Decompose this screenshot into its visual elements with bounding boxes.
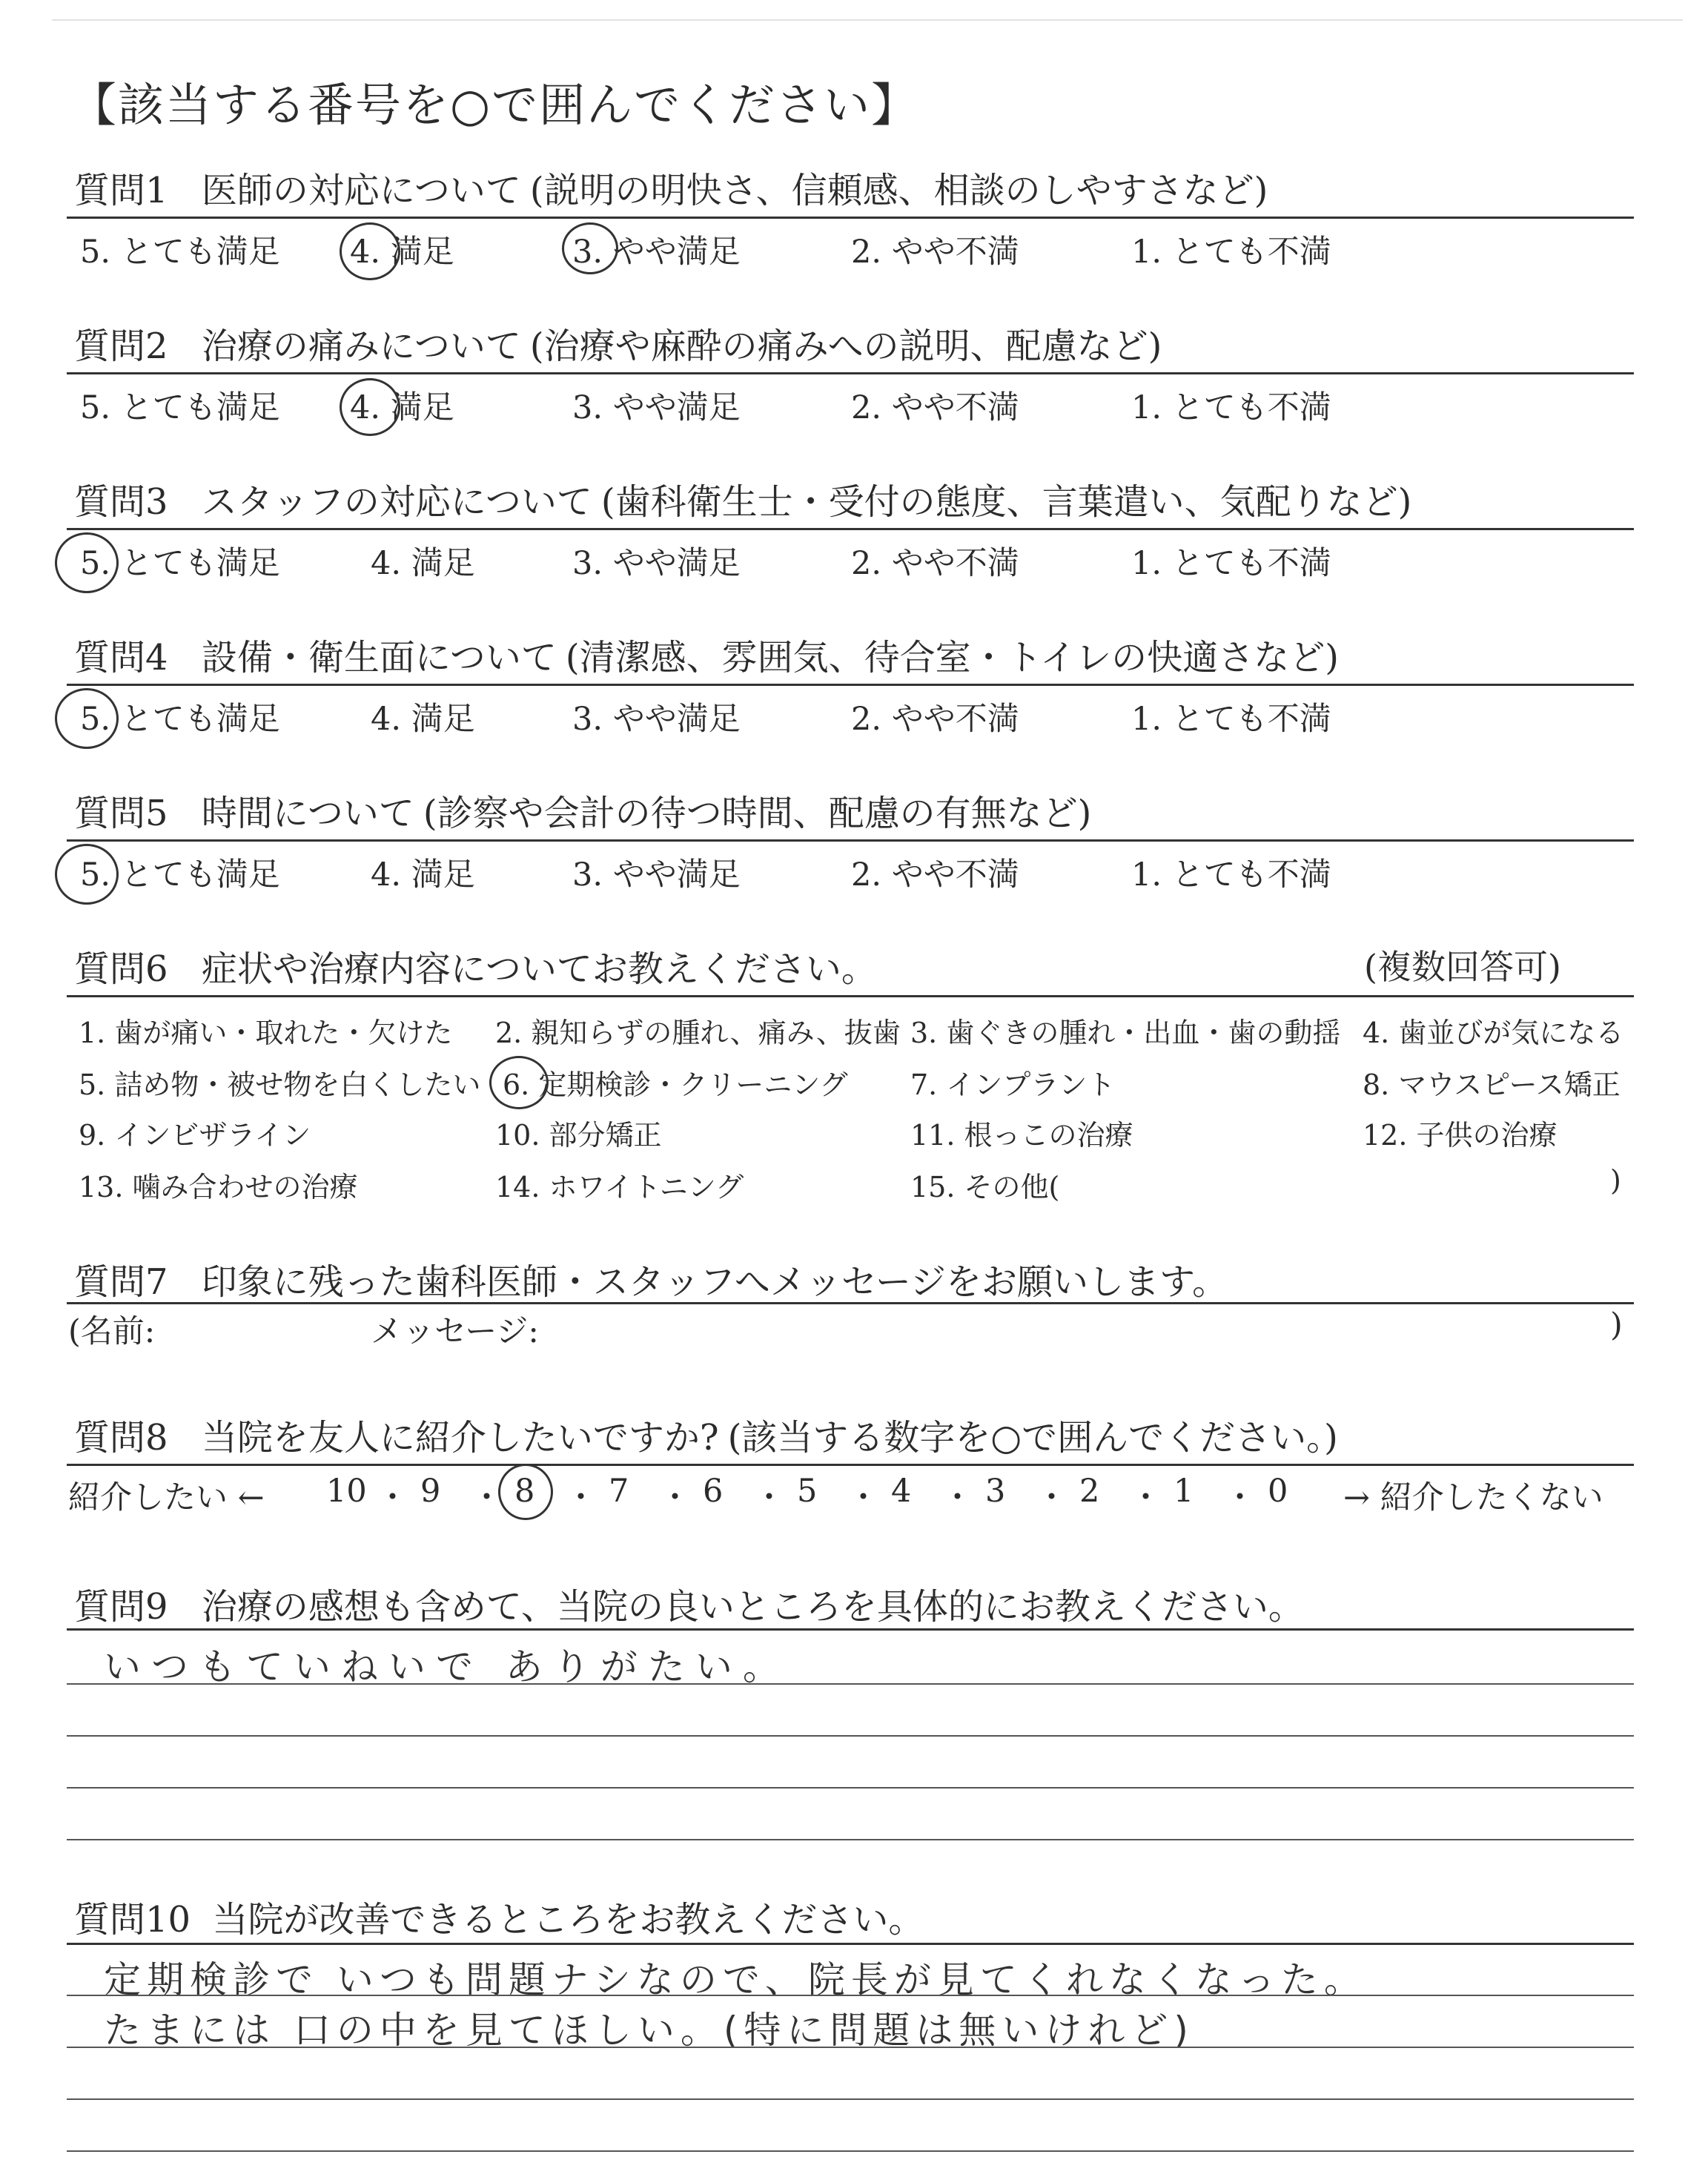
q8-scale-separator: ・ — [1224, 1479, 1256, 1516]
question-5-label: 質問5 — [74, 793, 168, 834]
q8-scale-value[interactable]: 3 — [985, 1473, 1006, 1510]
question-7-rule — [67, 1302, 1634, 1304]
q6-option-4[interactable]: 4. 歯並びが気になる — [1363, 1017, 1624, 1049]
q10-answer-rule-2 — [67, 2047, 1634, 2048]
q3-option-4[interactable]: 4. 満足 — [371, 545, 475, 582]
question-1-rule — [67, 217, 1634, 219]
q5-option-3[interactable]: 3. やや満足 — [572, 856, 741, 894]
question-5-rule — [67, 839, 1634, 842]
q7-close-paren: ) — [1610, 1307, 1623, 1344]
q4-option-3[interactable]: 3. やや満足 — [572, 701, 741, 738]
question-8-hint: (該当する数字を○で囲んでください。) — [727, 1417, 1338, 1459]
q4-option-2[interactable]: 2. やや不満 — [851, 701, 1019, 738]
q4-answer-circle-5 — [55, 688, 119, 749]
q6-option-15[interactable]: 15. その他( — [910, 1171, 1060, 1203]
q9-answer-rule-3 — [67, 1787, 1634, 1789]
question-10-rule — [67, 1943, 1634, 1945]
q8-scale-separator: ・ — [1036, 1479, 1068, 1516]
question-10-text: 当院が改善できるところをお教えください。 — [212, 1899, 924, 1941]
question-2-heading — [74, 317, 1631, 369]
q3-option-5[interactable]: 5. とても満足 — [80, 545, 280, 582]
q1-option-5[interactable]: 5. とても満足 — [80, 234, 280, 271]
q2-option-1[interactable]: 1. とても不満 — [1131, 389, 1331, 426]
question-8-label: 質問8 — [74, 1417, 168, 1459]
q6-option-3[interactable]: 3. 歯ぐきの腫れ・出血・歯の動揺 — [910, 1017, 1341, 1049]
q8-scale-separator: ・ — [377, 1479, 408, 1516]
q8-scale-value[interactable]: 7 — [609, 1473, 629, 1510]
question-9-text: 治療の感想も含めて、当院の良いところを具体的にお教えください。 — [201, 1586, 1304, 1628]
q8-right-label: → 紹介したくない — [1343, 1479, 1603, 1516]
q5-option-4[interactable]: 4. 満足 — [371, 856, 475, 894]
q8-scale-value[interactable]: 0 — [1268, 1473, 1288, 1510]
q6-option-8[interactable]: 8. マウスピース矯正 — [1363, 1069, 1621, 1101]
q8-scale-value[interactable]: 4 — [891, 1473, 912, 1510]
question-1-hint: (説明の明快さ、信頼感、相談のしやすさなど) — [529, 170, 1268, 211]
question-10-heading — [74, 1891, 1631, 1942]
question-2-hint: (治療や麻酔の痛みへの説明、配慮など) — [529, 326, 1162, 367]
question-7-text: 印象に残った歯科医師・スタッフへメッセージをお願いします。 — [201, 1261, 1228, 1303]
question-3-text: スタッフの対応について — [201, 481, 592, 523]
question-6-multiple-answers-note: (複数回答可) — [1364, 947, 1561, 987]
q8-scale-separator: ・ — [1130, 1479, 1162, 1516]
q8-scale-value[interactable]: 10 — [326, 1473, 367, 1510]
question-3-hint: (歯科衛生士・受付の態度、言葉遣い、気配りなど) — [600, 481, 1412, 523]
question-2-text: 治療の痛みについて — [201, 326, 521, 367]
question-4-heading — [74, 629, 1631, 680]
question-7-label: 質問7 — [74, 1261, 168, 1303]
q6-option-10[interactable]: 10. 部分矯正 — [495, 1119, 662, 1152]
question-3-heading — [74, 473, 1631, 524]
q8-scale-value[interactable]: 9 — [420, 1473, 441, 1510]
q1-option-1[interactable]: 1. とても不満 — [1131, 234, 1331, 271]
q3-option-1[interactable]: 1. とても不満 — [1131, 545, 1331, 582]
question-4-text: 設備・衛生面について — [201, 637, 557, 678]
q4-option-4[interactable]: 4. 満足 — [371, 701, 475, 738]
question-8-text: 当院を友人に紹介したいですか? — [201, 1417, 719, 1459]
q6-option-6[interactable]: 6. 定期検診・クリーニング — [503, 1069, 848, 1101]
q3-option-2[interactable]: 2. やや不満 — [851, 545, 1019, 582]
question-2-label: 質問2 — [74, 326, 168, 367]
question-5-hint: (診察や会計の待つ時間、配慮の有無など) — [423, 793, 1092, 834]
q1-answer-circle-4 — [340, 222, 400, 280]
question-8-heading — [74, 1409, 1631, 1460]
q6-other-close-paren: ) — [1610, 1164, 1621, 1197]
question-5-text: 時間について — [201, 793, 414, 834]
q6-option-2[interactable]: 2. 親知らずの腫れ、痛み、抜歯 — [495, 1017, 901, 1049]
q6-option-13[interactable]: 13. 噛み合わせの治療 — [79, 1171, 358, 1203]
question-9-rule — [67, 1628, 1634, 1631]
scan-top-edge — [52, 19, 1683, 21]
question-4-label: 質問4 — [74, 637, 168, 678]
q8-scale-separator: ・ — [565, 1479, 597, 1516]
q6-option-7[interactable]: 7. インプラント — [910, 1069, 1116, 1101]
q8-scale-separator: ・ — [659, 1479, 691, 1516]
q5-option-1[interactable]: 1. とても不満 — [1131, 856, 1331, 894]
question-9-heading — [74, 1578, 1631, 1629]
q9-handwritten-answer-line-1: いつもていねいで ありがたい。 — [104, 1645, 790, 1688]
q1-option-4[interactable]: 4. 満足 — [350, 234, 454, 271]
question-1-text: 医師の対応について — [201, 170, 521, 211]
q8-scale-value[interactable]: 6 — [703, 1473, 724, 1510]
question-1-heading — [74, 162, 1631, 213]
question-7-heading — [74, 1253, 1631, 1304]
q10-answer-rule-3 — [67, 2098, 1634, 2100]
question-6-label: 質問6 — [74, 948, 168, 990]
question-2-rule — [67, 372, 1634, 374]
q10-answer-rule-1 — [67, 1995, 1634, 1996]
q10-handwritten-answer-line-2: たまには 口の中を見てほしい。(特に問題は無いけれど) — [104, 2009, 1194, 2052]
q8-scale-value[interactable]: 5 — [797, 1473, 818, 1510]
question-8-rule — [67, 1464, 1634, 1466]
question-5-heading — [74, 785, 1631, 836]
q8-answer-circle — [498, 1464, 553, 1520]
question-9-label: 質問9 — [74, 1586, 168, 1628]
q2-option-3[interactable]: 3. やや満足 — [572, 389, 741, 426]
q3-option-3[interactable]: 3. やや満足 — [572, 545, 741, 582]
q1-option-2[interactable]: 2. やや不満 — [851, 234, 1019, 271]
q10-handwritten-answer-line-1: 定期検診で いつも問題ナシなので、院長が見てくれなくなった。 — [104, 1958, 1367, 2001]
q8-scale-value[interactable]: 1 — [1174, 1473, 1194, 1510]
q2-option-4[interactable]: 4. 満足 — [350, 389, 454, 426]
question-4-rule — [67, 684, 1634, 686]
q6-option-12[interactable]: 12. 子供の治療 — [1363, 1119, 1558, 1152]
q6-option-9[interactable]: 9. インビザライン — [79, 1119, 311, 1152]
q2-option-2[interactable]: 2. やや不満 — [851, 389, 1019, 426]
q5-answer-circle-5 — [55, 844, 119, 905]
question-10-label: 質問10 — [74, 1899, 191, 1941]
question-1-label: 質問1 — [74, 170, 168, 211]
q2-option-5[interactable]: 5. とても満足 — [80, 389, 280, 426]
question-3-label: 質問3 — [74, 481, 168, 523]
q6-option-11[interactable]: 11. 根っこの治療 — [910, 1119, 1133, 1152]
q3-answer-circle-5 — [55, 532, 119, 593]
q6-option-5[interactable]: 5. 詰め物・被せ物を白くしたい — [79, 1069, 481, 1101]
q10-answer-rule-4 — [67, 2150, 1634, 2152]
q9-answer-rule-2 — [67, 1735, 1634, 1737]
question-6-text: 症状や治療内容についてお教えください。 — [201, 948, 877, 990]
q4-option-5[interactable]: 5. とても満足 — [80, 701, 280, 738]
q2-answer-circle-4 — [340, 378, 400, 436]
q6-option-1[interactable]: 1. 歯が痛い・取れた・欠けた — [79, 1017, 453, 1049]
q8-scale-separator: ・ — [941, 1479, 973, 1516]
q9-answer-rule-4 — [67, 1839, 1634, 1840]
question-3-rule — [67, 528, 1634, 530]
q8-scale-separator: ・ — [847, 1479, 879, 1516]
question-6-rule — [67, 995, 1634, 997]
question-4-hint: (清潔感、雰囲気、待合室・トイレの快適さなど) — [565, 637, 1339, 678]
q8-scale-separator: ・ — [753, 1479, 785, 1516]
q8-left-label: 紹介したい ← — [68, 1479, 265, 1516]
q8-scale-separator: ・ — [471, 1479, 503, 1516]
q1-option-3[interactable]: 3. やや満足 — [572, 234, 741, 271]
q7-message-label: メッセージ: — [371, 1313, 539, 1350]
page-title: 【該当する番号を○で囲んでください】 — [70, 78, 919, 132]
q8-scale-value[interactable]: 8 — [514, 1473, 535, 1510]
q7-name-label: (名前: — [68, 1313, 156, 1350]
q5-option-2[interactable]: 2. やや不満 — [851, 856, 1019, 894]
q9-answer-rule-1 — [67, 1683, 1634, 1685]
q4-option-1[interactable]: 1. とても不満 — [1131, 701, 1331, 738]
q1-answer-circle-3 — [562, 222, 618, 274]
q6-answer-circle-6 — [489, 1056, 549, 1109]
q6-option-14[interactable]: 14. ホワイトニング — [495, 1171, 744, 1203]
q5-option-5[interactable]: 5. とても満足 — [80, 856, 280, 894]
q8-scale-value[interactable]: 2 — [1079, 1473, 1100, 1510]
